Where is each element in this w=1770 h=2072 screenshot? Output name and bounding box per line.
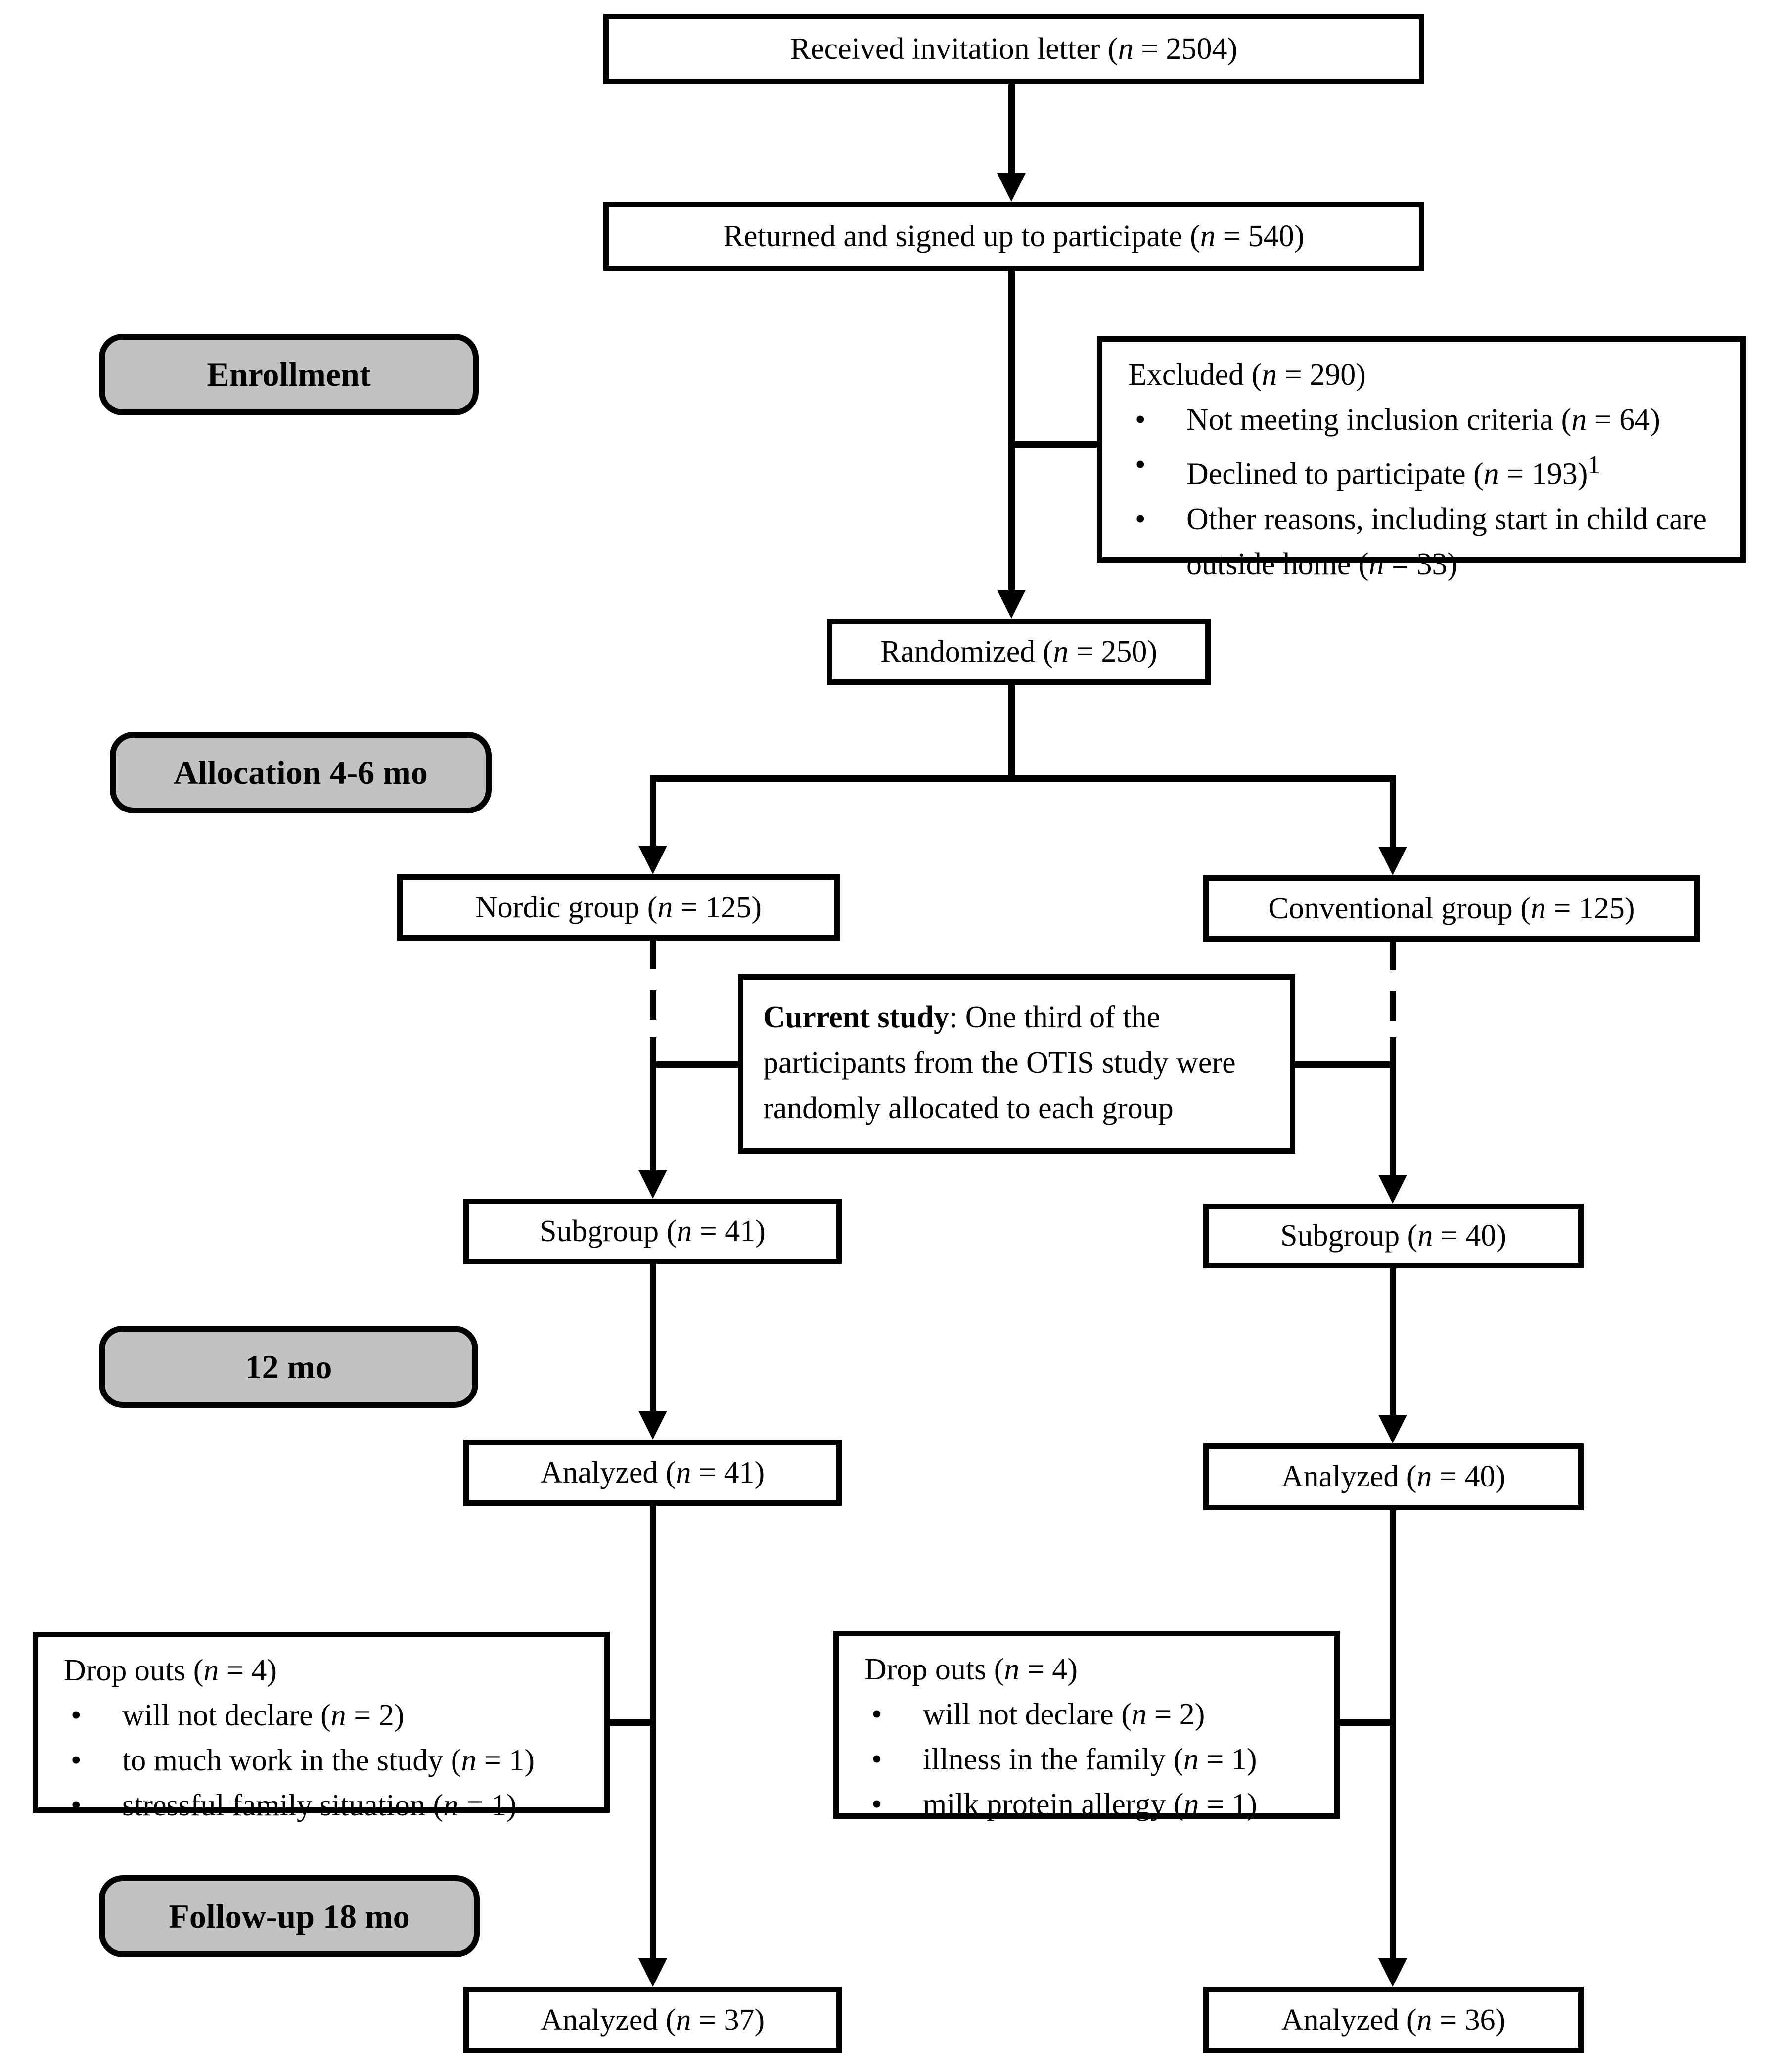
arrowhead-down-icon [1378,1175,1407,1204]
excluded-item: • Not meeting inclusion criteria (n = 64) [1128,398,1725,443]
connector-line [1390,1510,1396,1959]
dropouts-nordic-title: Drop outs (n = 4) [64,1654,277,1687]
connector-line-dropouts-right [1340,1719,1393,1726]
connector-line-currentstudy-right [1294,1061,1396,1068]
current-study-text [763,994,1270,1131]
stage-label-followup [99,1875,480,1957]
dropouts-conventional-item: • milk protein allergy (n = 1) [864,1782,1319,1827]
excluded-item: • Declined to participate (n = 193)$^1$ [1128,443,1725,497]
conventional-group-text: Conventional group (n = 125) [1268,891,1635,925]
dashed-connector-segment [650,990,656,1020]
connector-line [650,1506,656,1959]
randomized-text: Randomized (n = 250) [880,634,1158,669]
arrowhead-down-icon [1378,847,1407,875]
subgroup-nordic-box [463,1199,842,1264]
dropouts-conventional-item: • illness in the family (n = 1) [864,1737,1319,1782]
stage-label-followup-text: Follow-up 18 mo [169,1897,410,1935]
excluded-box [1097,336,1746,581]
arrowhead-down-icon [638,1958,667,1987]
dropouts-nordic-box [33,1632,610,1822]
connector-line-currentstudy-left [650,1061,739,1068]
subgroup-conventional-text: Subgroup (n = 40) [1280,1219,1506,1253]
current-study-box [738,974,1295,1154]
analyzed-12mo-nordic-box [463,1440,842,1506]
analyzed-18mo-nordic-box [463,1987,842,2053]
arrowhead-down-icon [1378,1958,1407,1987]
connector-line-allocation-split [650,775,1396,782]
arrowhead-down-icon [638,1170,667,1199]
arrowhead-down-icon [638,1411,667,1440]
connector-line [650,1264,656,1412]
analyzed-18mo-nordic-text: Analyzed (n = 37) [540,2003,765,2037]
subgroup-nordic-text: Subgroup (n = 41) [540,1214,766,1248]
stage-label-allocation-text: Allocation 4-6 mo [174,754,428,791]
connector-line [1008,84,1015,174]
connector-line [1008,271,1015,591]
returned-box [603,202,1424,271]
dashed-connector-segment [1390,991,1396,1021]
dropouts-conventional-item: • will not declare (n = 2) [864,1692,1319,1737]
analyzed-12mo-conventional-text: Analyzed (n = 40) [1281,1460,1506,1493]
excluded-item: • Other reasons, including start in child care outside home (n = 33) [1128,497,1725,587]
current-study-rest: : One third of the participants from the OTIS study were randomly allocated to each group [763,1000,1236,1125]
dashed-connector-segment [650,941,656,969]
connector-line-dropouts-left [610,1719,653,1726]
stage-label-12mo-text: 12 mo [245,1348,332,1386]
received-text: Received invitation letter (n = 2504) [790,32,1238,66]
dropouts-conventional-title: Drop outs (n = 4) [864,1653,1078,1686]
connector-line-excluded [1011,441,1097,448]
arrowhead-down-icon [997,173,1026,202]
nordic-group-text: Nordic group (n = 125) [475,890,762,924]
arrowhead-down-icon [1378,1415,1407,1443]
returned-text: Returned and signed up to participate (n = 540) [723,219,1305,253]
excluded-title: Excluded (n = 290) [1128,358,1366,392]
connector-line [1390,775,1396,848]
dashed-connector-segment [1390,942,1396,970]
arrowhead-down-icon [997,590,1026,619]
stage-label-12mo [99,1326,478,1408]
connector-line [1008,685,1015,779]
stage-label-enrollment-text: Enrollment [207,356,371,393]
connector-line [1390,1061,1396,1176]
dropouts-nordic-item: • will not declare (n = 2) [64,1693,590,1738]
connector-line [650,1061,656,1171]
connector-line [650,775,656,847]
dropouts-nordic-item: • stressful family situation (n = 1) [64,1783,590,1828]
analyzed-18mo-conventional-text: Analyzed (n = 36) [1281,2003,1506,2037]
conventional-group-box [1203,875,1700,942]
analyzed-12mo-nordic-text: Analyzed (n = 41) [540,1455,765,1489]
randomized-box [827,619,1211,685]
nordic-group-box [397,874,840,941]
analyzed-18mo-conventional-box [1203,1987,1584,2053]
arrowhead-down-icon [638,846,667,874]
subgroup-conventional-box [1203,1204,1584,1268]
analyzed-12mo-conventional-box [1203,1443,1584,1510]
connector-line [1390,1268,1396,1416]
stage-label-enrollment [99,334,479,415]
dropouts-nordic-item: • to much work in the study (n = 1) [64,1738,590,1783]
received-box [603,14,1424,84]
dropouts-conventional-box [833,1631,1340,1819]
stage-label-allocation [110,732,492,813]
current-study-bold: Current study [763,1000,950,1034]
